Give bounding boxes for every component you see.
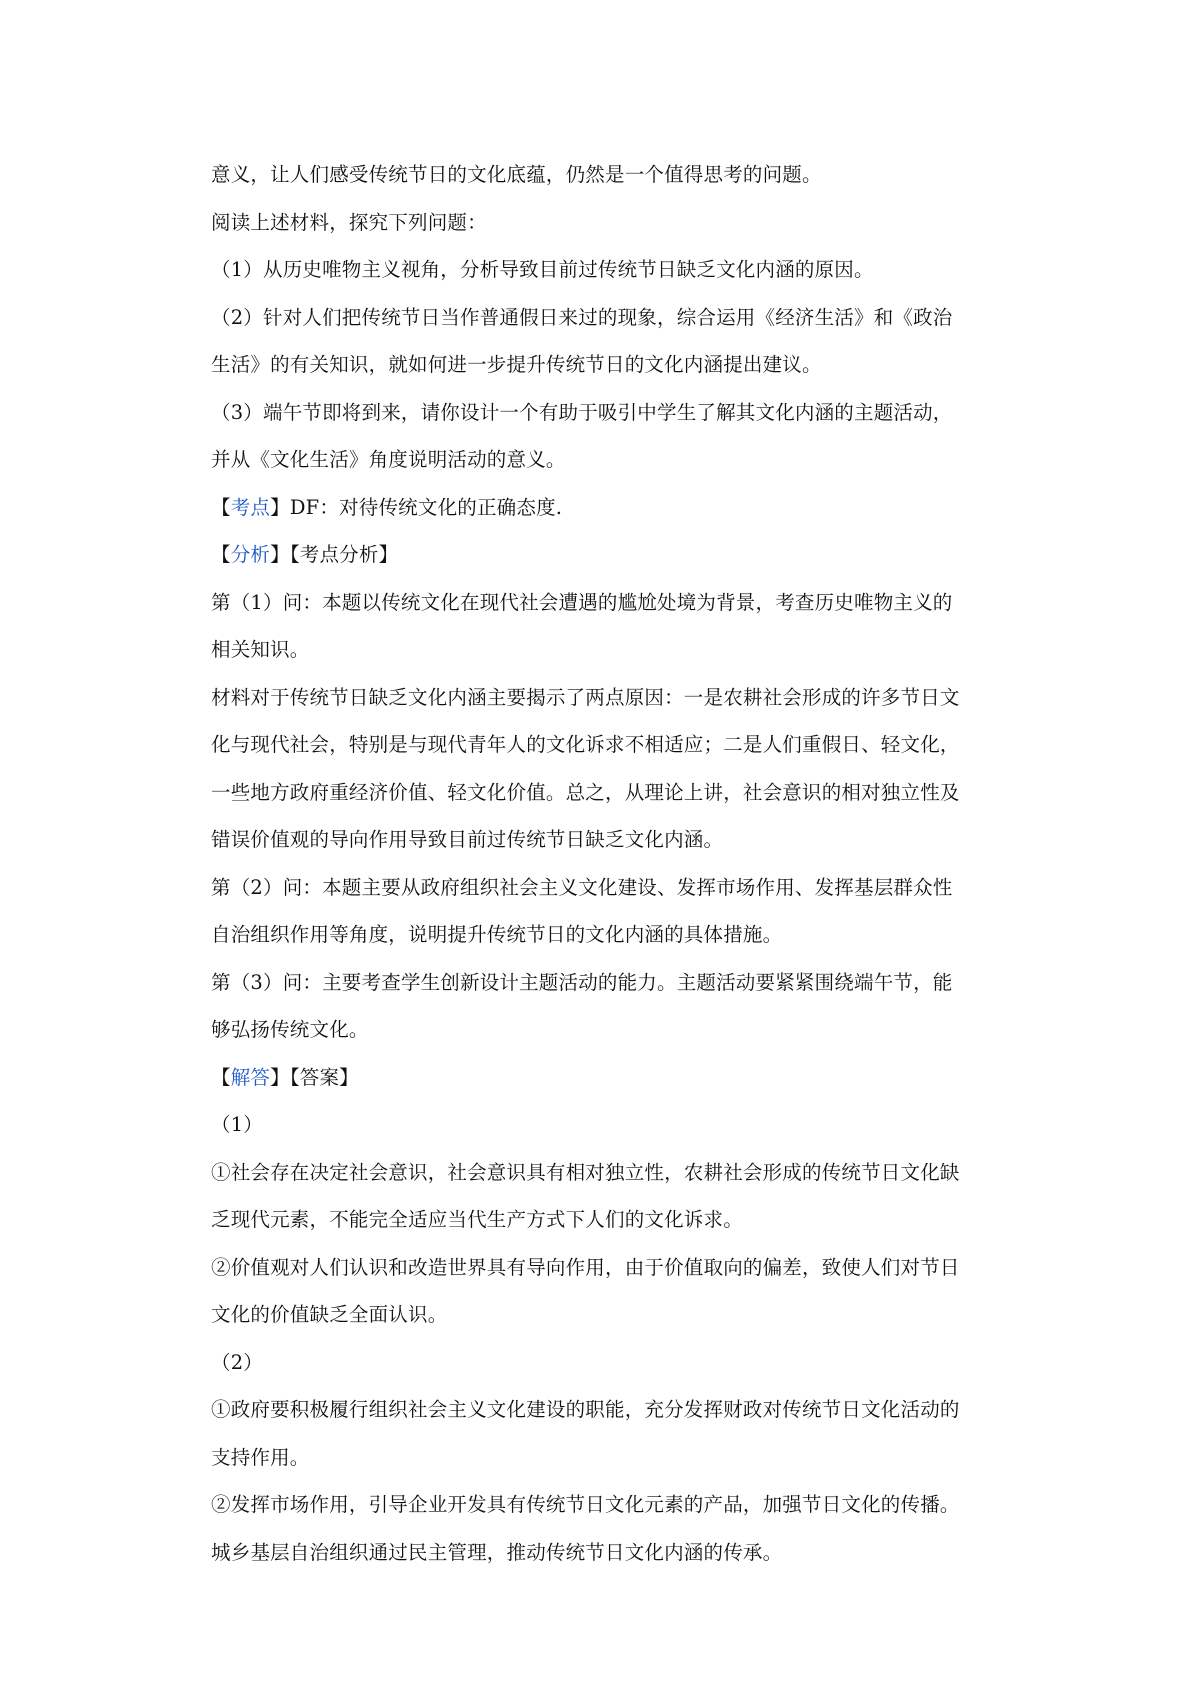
line-text: （3）端午节即将到来，请你设计一个有助于吸引中学生了解其文化内涵的主题活动， <box>211 400 953 424</box>
text-line <box>211 721 1031 769</box>
line-text: （2）针对人们把传统节日当作普通假日来过的现象，综合运用《经济生活》和《政治 <box>211 305 953 329</box>
text-line <box>211 246 1031 294</box>
line-text: 第（1）问：本题以传统文化在现代社会遭遇的尴尬处境为背景，考查历史唯物主义的 <box>211 590 953 614</box>
text-line <box>211 484 1031 532</box>
line-text: 城乡基层自治组织通过民主管理，推动传统节日文化内涵的传承。 <box>211 1540 783 1564</box>
text-line <box>211 911 1031 959</box>
text-line <box>211 341 1031 389</box>
text-line <box>211 1339 1031 1387</box>
line-text: ①政府要积极履行组织社会主义文化建设的职能，充分发挥财政对传统节日文化活动的 <box>211 1398 960 1421</box>
text-line <box>211 436 1031 484</box>
line-text: 文化的价值缺乏全面认识。 <box>211 1303 448 1326</box>
line-text: 材料对于传统节日缺乏文化内涵主要揭示了两点原因：一是农耕社会形成的许多节日文 <box>211 685 960 709</box>
line-text: 【答案】 <box>289 1065 359 1089</box>
text-line <box>211 769 1031 817</box>
text-line <box>211 1481 1031 1529</box>
line-text: 第（2）问：本题主要从政府组织社会主义文化建设、发挥市场作用、发挥基层群众性 <box>211 875 953 899</box>
text-line <box>211 531 1031 579</box>
line-text: 错误价值观的导向作用导致目前过传统节日缺乏文化内涵。 <box>211 828 724 851</box>
text-line <box>211 626 1031 674</box>
line-text: （2） <box>211 1350 264 1374</box>
line-text: ①社会存在决定社会意识，社会意识具有相对独立性，农耕社会形成的传统节日文化缺 <box>211 1160 960 1184</box>
text-line <box>211 1101 1031 1149</box>
text-line <box>211 864 1031 912</box>
line-text: 够弘扬传统文化。 <box>211 1018 369 1041</box>
text-line <box>211 1006 1031 1054</box>
text-line <box>211 816 1031 864</box>
line-text: ②发挥市场作用，引导企业开发具有传统节日文化元素的产品，加强节日文化的传播。 <box>211 1493 960 1516</box>
section-tag: 【解答】 <box>211 1065 290 1089</box>
text-line <box>211 1434 1031 1482</box>
line-text: 一些地方政府重经济价值、轻文化价值。总之，从理论上讲，社会意识的相对独立性及 <box>211 780 960 804</box>
text-line <box>211 389 1031 437</box>
text-line <box>211 1149 1031 1197</box>
line-text: 阅读上述材料，探究下列问题： <box>211 210 487 234</box>
document-body <box>211 151 1031 1576</box>
text-line <box>211 199 1031 247</box>
section-tag: 【分析】 <box>211 543 290 566</box>
line-text: ②价值观对人们认识和改造世界具有导向作用，由于价值取向的偏差，致使人们对节日 <box>211 1255 960 1279</box>
line-text: 意义，让人们感受传统节日的文化底蕴，仍然是一个值得思考的问题。 <box>211 163 822 186</box>
section-tag: 【考点】 <box>211 495 290 519</box>
text-line <box>211 1291 1031 1339</box>
line-text: 自治组织作用等角度，说明提升传统节日的文化内涵的具体措施。 <box>211 923 783 946</box>
text-line <box>211 1196 1031 1244</box>
line-text: 【考点分析】 <box>289 543 399 566</box>
text-line <box>211 674 1031 722</box>
text-line <box>211 959 1031 1007</box>
line-text: 乏现代元素，不能完全适应当代生产方式下人们的文化诉求。 <box>211 1208 743 1231</box>
line-text: 并从《文化生活》角度说明活动的意义。 <box>211 448 566 471</box>
text-line <box>211 1529 1031 1577</box>
text-line <box>211 294 1031 342</box>
text-line <box>211 579 1031 627</box>
line-text: 相关知识。 <box>211 638 310 661</box>
text-line <box>211 1386 1031 1434</box>
line-text: （1） <box>211 1113 264 1136</box>
text-line <box>211 1054 1031 1102</box>
text-line <box>211 151 1031 199</box>
line-text: 支持作用。 <box>211 1445 310 1469</box>
line-text: 化与现代社会，特别是与现代青年人的文化诉求不相适应；二是人们重假日、轻文化， <box>211 733 960 756</box>
line-text: 生活》的有关知识，就如何进一步提升传统节日的文化内涵提出建议。 <box>211 353 822 376</box>
text-line <box>211 1244 1031 1292</box>
line-text: DF：对待传统文化的正确态度. <box>289 495 563 519</box>
line-text: （1）从历史唯物主义视角，分析导致目前过传统节日缺乏文化内涵的原因。 <box>211 258 874 281</box>
line-text: 第（3）问：主要考查学生创新设计主题活动的能力。主题活动要紧紧围绕端午节，能 <box>211 970 953 994</box>
